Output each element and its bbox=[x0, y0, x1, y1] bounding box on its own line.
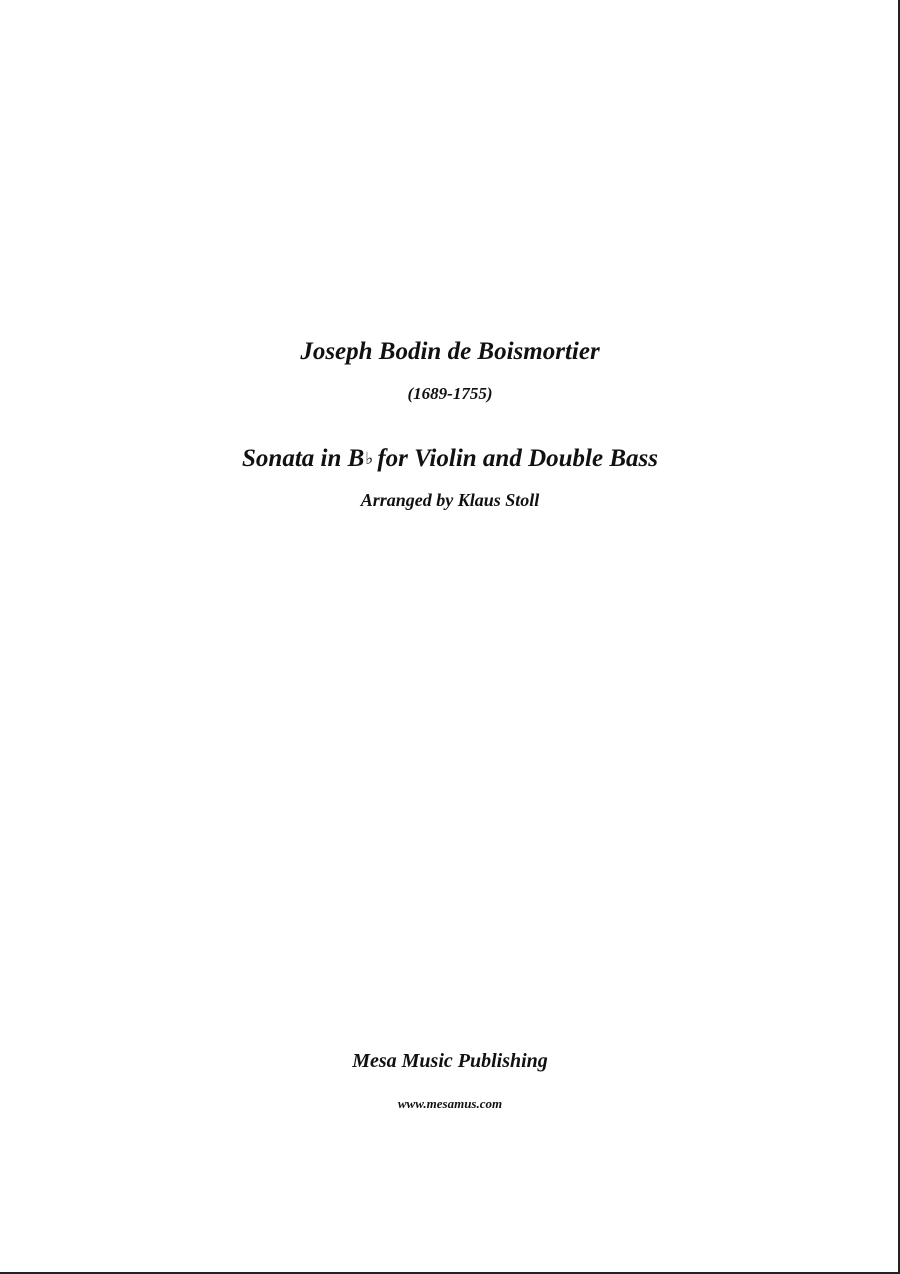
flat-symbol: ♭ bbox=[365, 449, 374, 469]
publisher-name: Mesa Music Publishing bbox=[352, 1050, 548, 1072]
composer-name: Joseph Bodin de Boismortier bbox=[300, 338, 600, 365]
composer-dates: (1689-1755) bbox=[407, 384, 493, 403]
piece-title bbox=[0, 445, 900, 473]
arranger-credit: Arranged by Klaus Stoll bbox=[360, 490, 540, 510]
publisher-website: www.mesamus.com bbox=[397, 1096, 503, 1111]
piece-title-prefix: Sonata in B bbox=[242, 445, 365, 472]
piece-title-suffix: for Violin and Double Bass bbox=[377, 445, 658, 472]
